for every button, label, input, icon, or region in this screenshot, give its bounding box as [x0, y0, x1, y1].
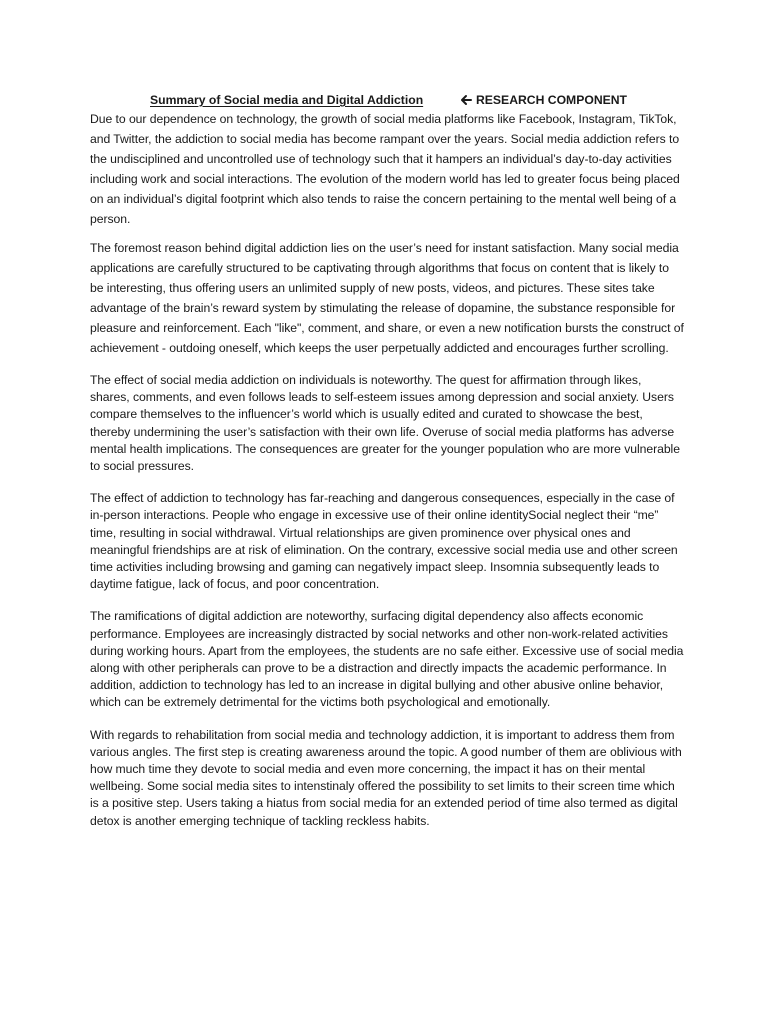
paragraph-2: The foremost reason behind digital addiction lies on the user’s need for instant satisfaction. Many social media applications are carefully structured to be captivating through algorithms that focus on content that is likely to be interesting, thus offering users an unlimited supply of new posts, videos, and pictures. These sites take advantage of the brain’s reward system by stimulating the release of dopamine, the substance responsible for pleasure and reinforcement. Each "like", comment, and share, or even a new notification bursts the construct of achievement - outdoing oneself, which keeps the user perpetually addicted and encourages further scrolling.	[90, 241, 684, 355]
document-title: Summary of Social media and Digital Addiction	[150, 93, 424, 107]
research-component-tag	[460, 93, 627, 107]
research-component-label: RESEARCH COMPONENT	[476, 93, 627, 107]
paragraph-6: With regards to rehabilitation from social media and technology addiction, it is important to address them from various angles. The first step is creating awareness around the topic. A good number of them are oblivious with how much time they devote to social media and even more concerning, the impact it has on their mental wellbeing. Some social media sites to intenstinaly offered the possibility to set limits to their screen time which is a positive step. Users taking a hiatus from social media for an extended period of time also termed as digital detox is another emerging technique of tackling reckless habits.	[90, 727, 682, 828]
document-body	[90, 109, 684, 845]
paragraph-1: Due to our dependence on technology, the growth of social media platforms like Facebook, Instagram, TikTok, and Twitter, the addiction to social media has become rampant over the years. Social media addiction refers to the undisciplined and uncontrolled use of technology such that it hampers an individual’s day-to-day activities including work and social interactions. The evolution of the modern world has led to greater focus being placed on an individual’s digital footprint which also tends to raise the concern pertaining to the mental well being of a person.	[90, 112, 680, 226]
left-arrow-icon	[460, 94, 472, 106]
paragraph-5: The ramifications of digital addiction are noteworthy, surfacing digital dependency also affects economic performance. Employees are increasingly distracted by social networks and other non-work-related activities during working hours. Apart from the employees, the students are no safe either. Excessive use of social media along with other peripherals can prove to be a distraction and directly impacts the academic performance. In addition, addiction to technology has led to an increase in digital bullying and other abusive online behavior, which can be extremely detrimental for the victims both psychological and emotionally.	[90, 609, 684, 710]
paragraph-4: The effect of addiction to technology has far-reaching and dangerous consequences, especially in the case of in-person interactions. People who engage in excessive use of their online identitySocial neglect their “me” time, resulting in social withdrawal. Virtual relationships are given prominence over physical ones and meaningful friendships are at risk of elimination. On the contrary, excessive social media use and other screen time activities including browsing and gaming can negatively impact sleep. Insomnia subsequently leads to daytime fatigue, lack of focus, and poor concentration.	[90, 491, 678, 592]
paragraph-3: The effect of social media addiction on individuals is noteworthy. The quest for affirmation through likes, shares, comments, and even follows leads to self-esteem issues among depression and social anxiety. Users compare themselves to the influencer’s world which is usually edited and curated to showcase the best, thereby undermining the user’s satisfaction with their own life. Overuse of social media platforms has adverse mental health implications. The consequences are greater for the younger population who are more vulnerable to social pressures.	[90, 373, 680, 474]
